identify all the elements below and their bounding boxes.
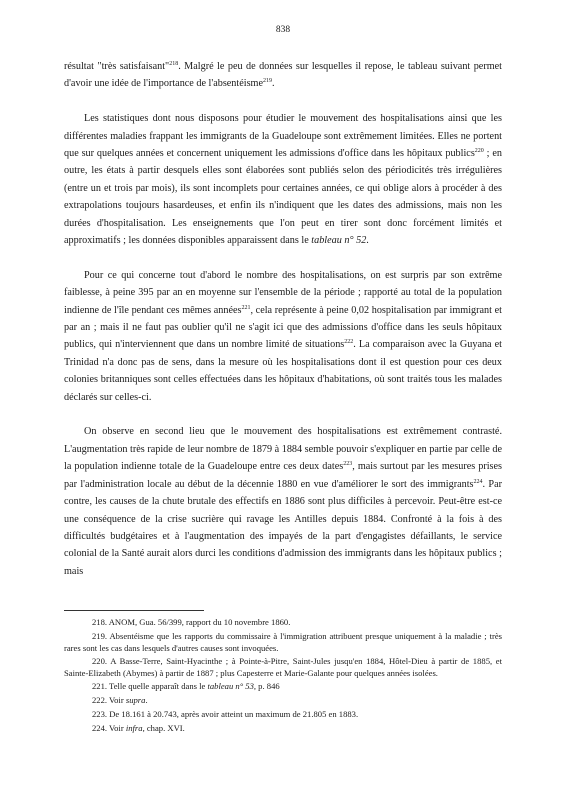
text-run: On observe en second lieu que le mouvement des hospitalisations est extrêmement contrasté. L'augmentation très rapide de leur nombre de 1879 à 1884 semble pouvoir s'expliquer en partie par celle de la population indienne totale de la Guadeloupe entre ces deux dates bbox=[64, 426, 502, 473]
paragraph-contrast bbox=[64, 423, 502, 580]
text-run: Les statistiques dont nous disposons pour étudier le mouvement des hospitalisations ainsi que les différentes maladies frappant les immigrants de la Guadeloupe sont extrêmement limitées. Elles ne portent que sur quelques années et concernent uniquement les admissions d'office dans les hôpitaux publics bbox=[64, 113, 502, 160]
footnote-220 bbox=[64, 656, 502, 679]
footnote-text: , chap. XVI. bbox=[142, 723, 185, 733]
footnote-ref-221[interactable]: 221 bbox=[241, 304, 251, 311]
main-text bbox=[64, 58, 502, 580]
footnote-219 bbox=[64, 631, 502, 654]
footnote-text: Voir bbox=[107, 723, 126, 733]
footnote-text: Telle quelle apparaît dans le bbox=[107, 681, 208, 691]
footnote-text: Voir bbox=[107, 695, 126, 705]
text-run: . Par contre, les causes de la chute brutale des effectifs en 1886 sont plus difficiles à percevoir. Peut-être est-ce une conséquence de la crise sucrière qui ravage les Antilles depuis 1884. Confronté à la fois à des difficultés budgétaires et à l'augmentation des impayés de la part d'engagistes défaillants, le service colonial de la Santé aurait alors durci les conditions d'admission des immigrants dans les hôpitaux publics ; mais bbox=[64, 478, 502, 577]
footnote-number: 221. bbox=[92, 681, 108, 691]
text-run: Pour ce qui concerne tout d'abord le nombre des hospitalisations, on est surpris par son extrême faiblesse, à peine 395 par an en moyenne sur l'ensemble de la période ; rapporté au total de la population indienne de l'île pendant ces mêmes années bbox=[64, 269, 502, 316]
footnote-221 bbox=[64, 681, 502, 693]
text-run: résultat "très satisfaisant" bbox=[64, 61, 170, 72]
footnote-text: , p. 846 bbox=[253, 681, 280, 691]
footnote-text: ANOM, Gua. 56/399, rapport du 10 novembre 1860. bbox=[107, 617, 291, 627]
footnote-224 bbox=[64, 723, 502, 735]
footnote-223 bbox=[64, 709, 502, 721]
text-run: ; en outre, les états à partir desquels elles sont élaborées sont publiés selon des périodicités très irrégulières (entre un et trois par mois), ils sont incomplets pour certaines années, ce qui oblige alors à procéder à des extrapolations toujours hasardeuses, et enfin ils n'indiquent que les dates des admissions, mais non les durées d'hospitalisation. Les enseignements que l'on peut en tirer sont donc forcément limités et approximatifs ; les données disponibles apparaissent dans le bbox=[64, 148, 502, 247]
footnote-italic: infra bbox=[125, 723, 143, 733]
footnote-separator bbox=[64, 610, 204, 611]
paragraph-continuation bbox=[64, 58, 502, 93]
page-number: 838 bbox=[275, 25, 291, 35]
footnote-number: 219. bbox=[92, 631, 108, 641]
table-reference: tableau n° 53 bbox=[207, 681, 254, 691]
text-run: , mais surtout par les mesures prises par l'administration locale au début de la décennie 1880 en vue d'améliorer le sort des immigrants bbox=[64, 461, 502, 490]
footnote-text: . bbox=[145, 695, 148, 705]
footnotes bbox=[64, 617, 502, 737]
text-run: . bbox=[366, 235, 369, 247]
footnote-text: A Basse-Terre, Saint-Hyacinthe ; à Pointe-à-Pitre, Saint-Jules jusqu'en 1884, Hôtel-Dieu à partir de 1885, et Sainte-Elizabeth (Abymes) à partir de 1887 ; plus Capesterre et Marie-Galante pour quelques années isolées. bbox=[64, 656, 502, 678]
footnote-ref-223[interactable]: 223 bbox=[343, 461, 353, 468]
footnote-number: 224. bbox=[92, 723, 108, 733]
paragraph-gap bbox=[64, 406, 502, 423]
footnote-number: 220. bbox=[92, 656, 108, 666]
footnote-text: Absentéisme que les rapports du commissaire à l'immigration attribuent presque uniquement à la maladie ; très rares sont les cas dans lesquels d'autres causes sont invoquées. bbox=[64, 631, 502, 653]
paragraph-hospitalisations bbox=[64, 267, 502, 406]
footnote-ref-220[interactable]: 220 bbox=[474, 148, 484, 155]
footnote-number: 223. bbox=[92, 709, 108, 719]
footnote-italic: supra bbox=[125, 695, 146, 705]
text-run: . La comparaison avec la Guyana et Trinidad n'a donc pas de sens, dans la mesure où les hospitalisations dont il est question pour ces deux colonies britanniques sont celles effectuées dans les hôpitaux d'habitations, où sont traités tous les malades déclarés sur celles-ci. bbox=[64, 339, 502, 403]
footnote-218 bbox=[64, 617, 502, 629]
footnote-222 bbox=[64, 695, 502, 707]
footnote-ref-218[interactable]: 218 bbox=[169, 61, 179, 67]
text-run: . Malgré le peu de données sur lesquelles il repose, le tableau suivant permet d'avoir une idée de l'importance de l'absentéisme bbox=[64, 61, 502, 90]
footnote-text: De 18.161 à 20.743, après avoir atteint un maximum de 21.805 en 1883. bbox=[107, 709, 359, 719]
text-run: , cela représente à peine 0,02 hospitalisation par immigrant et par an ; mais il ne faut pas oublier qu'il ne s'agit ici que des admissions d'office dans les seuls hôpitaux publics, qui n'interviennent que dans un nombre limité de situations bbox=[64, 304, 502, 351]
table-reference: tableau n° 52 bbox=[311, 235, 367, 247]
footnote-ref-222[interactable]: 222 bbox=[344, 339, 354, 346]
footnote-ref-219[interactable]: 219 bbox=[263, 78, 272, 85]
footnote-ref-224[interactable]: 224 bbox=[473, 478, 483, 485]
footnote-number: 218. bbox=[92, 617, 108, 627]
footnote-number: 222. bbox=[92, 695, 108, 705]
paragraph-gap bbox=[64, 249, 502, 266]
paragraph-gap bbox=[64, 93, 502, 110]
text-run: . bbox=[272, 78, 275, 90]
paragraph-statistics bbox=[64, 110, 502, 249]
